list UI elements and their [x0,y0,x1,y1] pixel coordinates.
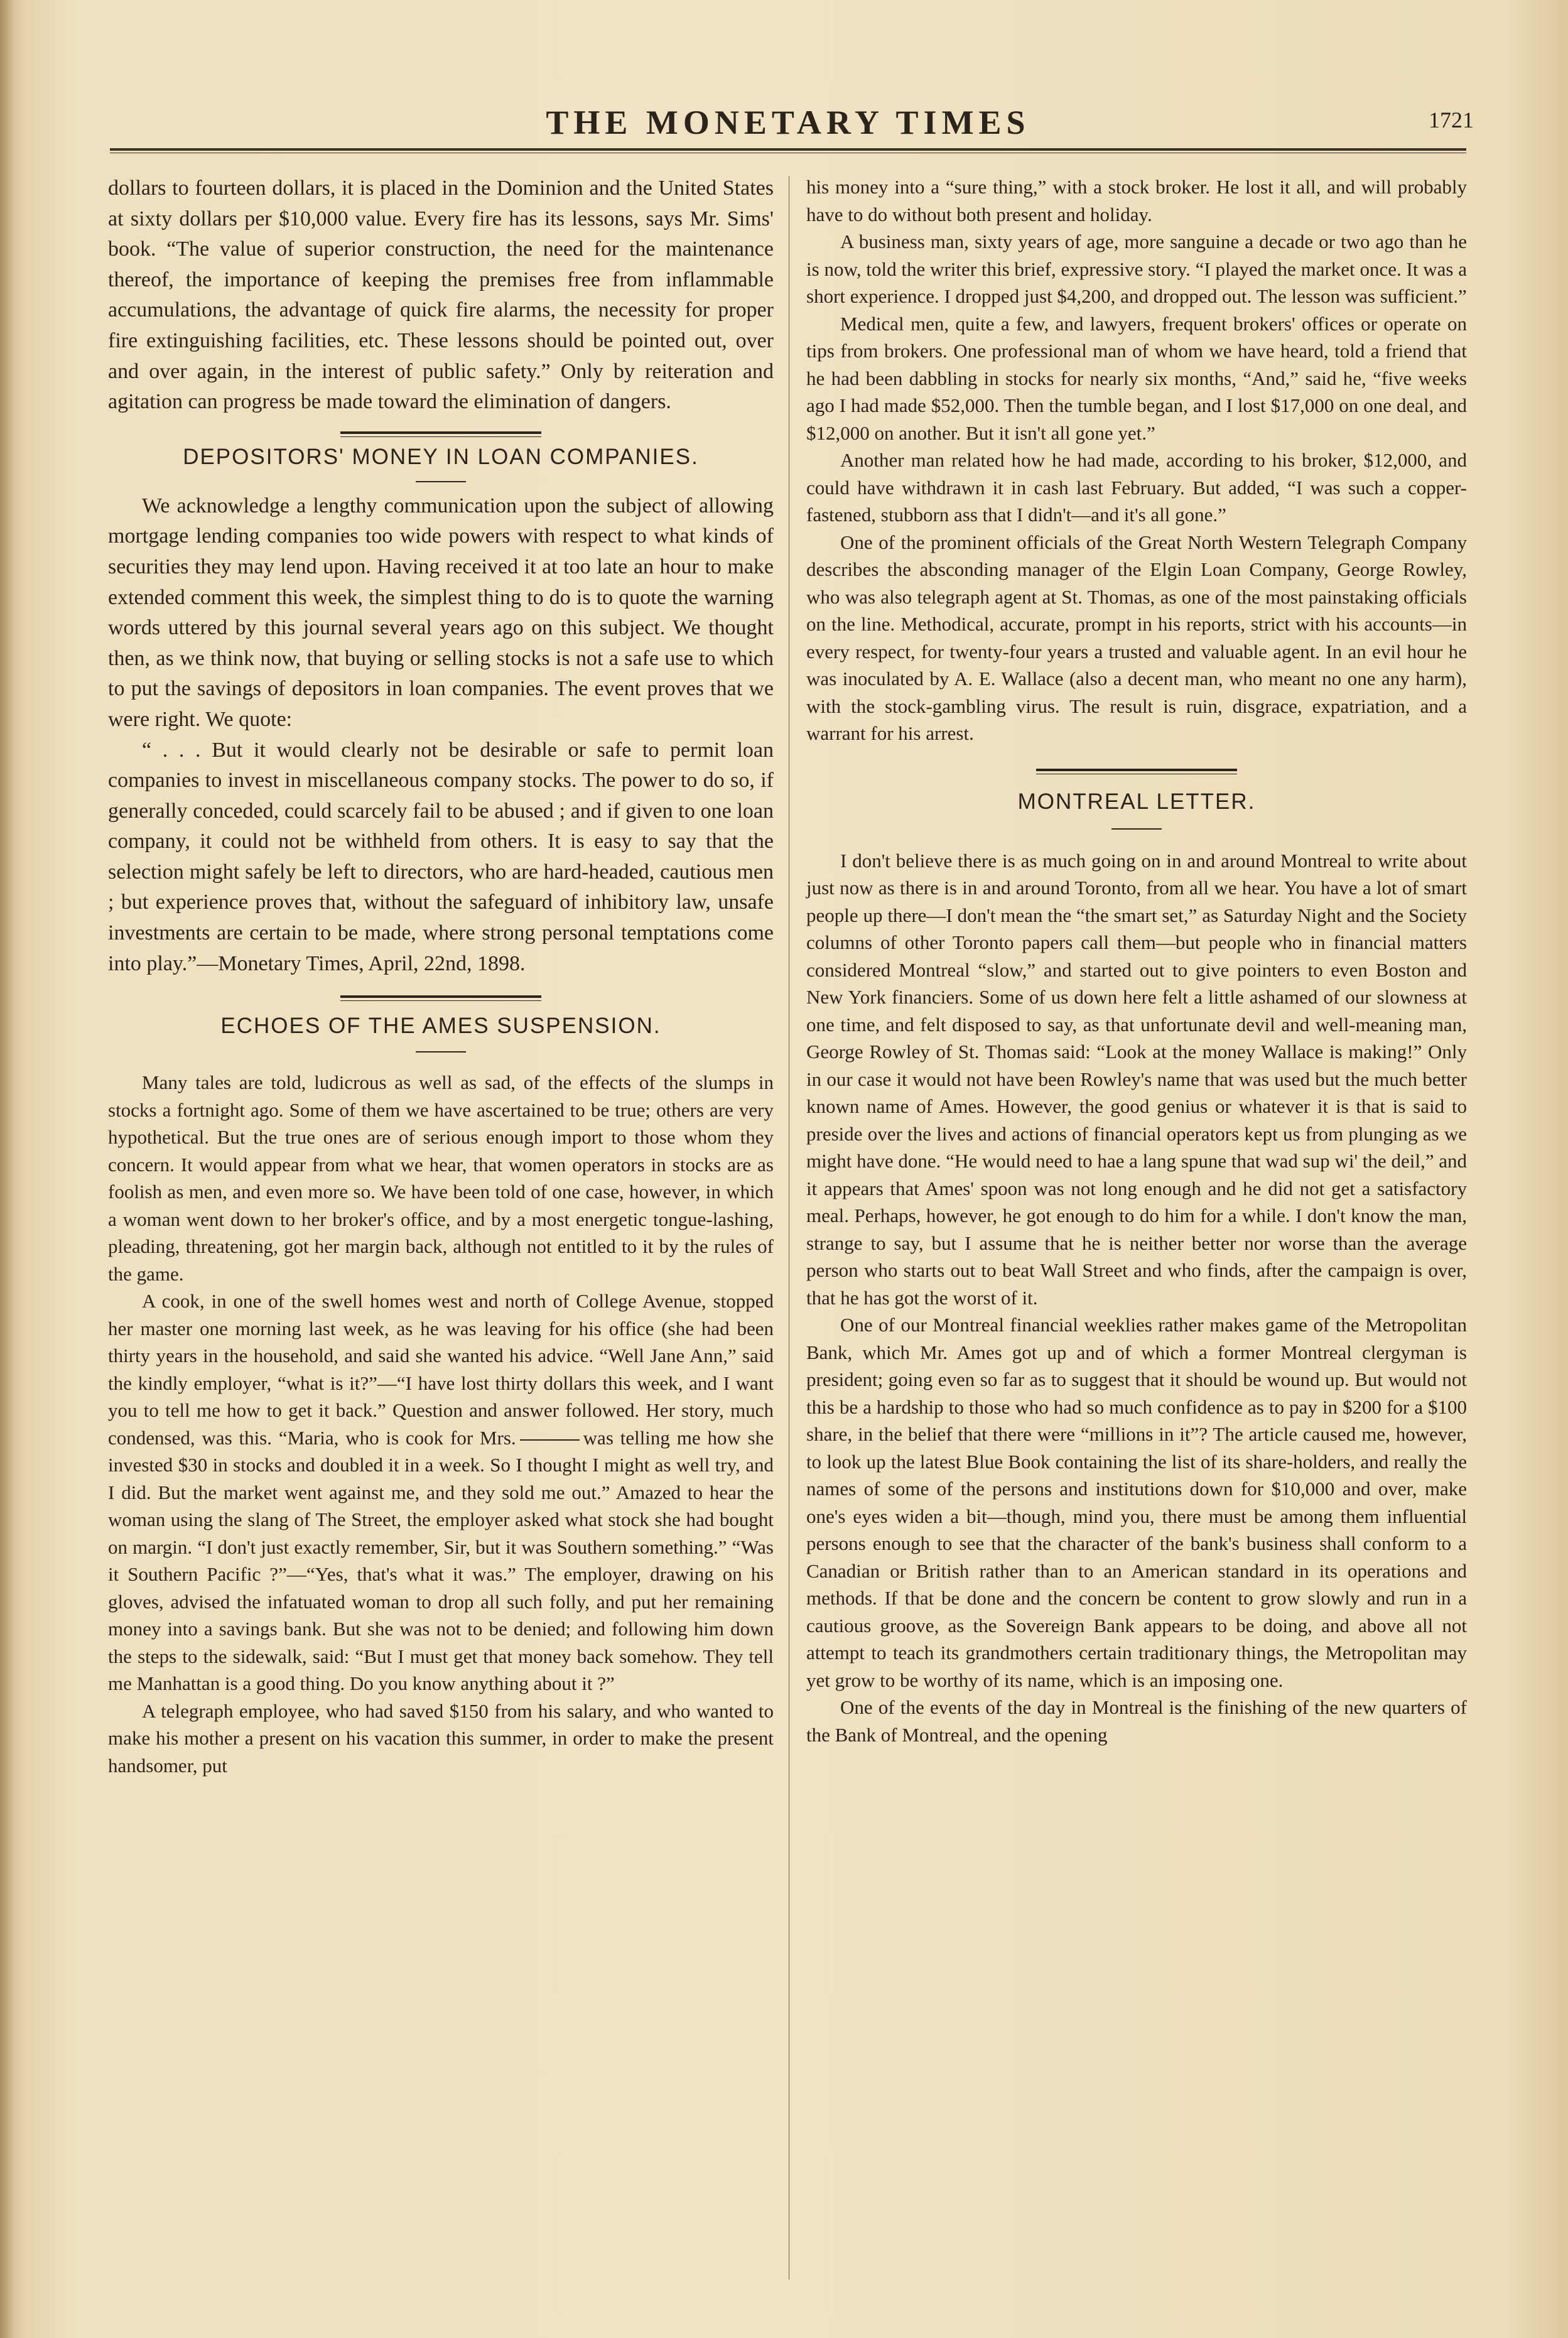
right-column [806,173,1467,1748]
depositors-paragraph: We acknowledge a lengthy communication upon the subject of allowing mortgage lending companies too wide powers with respect to what kinds of securities they may lend upon. Having received it at too late an hour to make extended comment this week, the simplest thing to do is to quote the warning words uttered by this journal several years ago on this subject. We thought then, as we think now, that buying or selling stocks is not a safe use to which to put the savings of depositors in loan companies. The event proves that we were right. We quote: [108,494,774,731]
echoes-continued-paragraph: his money into a “sure thing,” with a stock broker. He lost it all, and will probably have to do without both present and holiday. [806,176,1467,225]
echoes-paragraph: One of the prominent officials of the Great North Western Telegraph Company describes the absconding manager of the Elgin Loan Company, George Rowley, who was also telegraph agent at St. Thomas, as one of the most painstaking officials on the line. Methodical, accurate, prompt in his reports, strict with his accounts—in every respect, for twenty-four years a trusted and valuable agent. In an evil hour he was inoculated by A. E. Wallace (also a decent man, who meant no one any harm), with the stock-gambling virus. The result is ruin, disgrace, expatriation, and a warrant for his arrest. [806,531,1467,744]
montreal-paragraph: I don't believe there is as much going on in and around Montreal to write about just now as there is in and around Toronto, from all we hear. You have a lot of smart people up there—I don't mean the “the smart set,” as Saturday Night and the Society columns of other Toronto papers call them—but people who in financial matters considered Montreal “slow,” and started out to give pointers to even Boston and New York financiers. Some of us down here felt a little ashamed of our slowness at one time, and felt disposed to say, as that unfortunate devil and well-meaning man, George Rowley of St. Thomas said: “Look at the money Wallace is making!” Only in our case it would not have been Rowley's name that was used but the much better known name of Ames. However, the good genius or whatever it is that is said to preside over the lives and actions of financial operators kept us from plunging as we might have done. “He would need to hae a lang spune that wad sup wi' the deil,” and it appears that Ames' spoon was not long enough and he did not get a satisfactory meal. Perhaps, however, he got enough to do him for a while. I don't know the man, strange to say, but I assume that he is neither better nor worse than the average person who starts out to beat Wall Street and who finds, after the campaign is over, that he has got the worst of it. [806,849,1467,1309]
cook-story-text-cont: was telling me how she invested $30 in stocks and doubled it in a week. So I thought I might as well try, and I did. But the market went against me, and they sold me out.” Amazed to hear the woman using the slang of The Street, the employer asked what stock she had bought on margin. “I don't just exactly remember, Sir, but it was Southern something.” “Was it Southern Pacific ?”—“Yes, that's what it was.” The employer, drawing on his gloves, advised the infatuated woman to drop all such folly, and put her remaining money into a savings bank. But she was not to be denied; and following him down the steps to the sidewalk, said: “But I must get that money back somehow. They tell me Manhattan is a good thing. Do you know anything about it ?” [108,1426,774,1695]
page-spine-edge [0,0,14,2338]
echoes-paragraph: A telegraph employee, who had saved $150 from his salary, and who wanted to make his mother a present on his vacation this summer, in order to make the present handsomer, put [108,1699,774,1777]
echoes-paragraph: A business man, sixty years of age, more sanguine a decade or two ago than he is now, told the writer this brief, expressive story. “I played the market once. It was a short experience. I dropped just $4,200, and dropped out. The lesson was sufficient.” [806,230,1467,307]
masthead-title: THE MONETARY TIMES [546,104,1030,141]
montreal-paragraph: One of our Montreal financial weeklies rather makes game of the Metropolitan Bank, which Mr. Ames got up and of which a former Montreal clergyman is president; going even so far as to suggest that it should be wound up. But would not this be a hardship to those who had so much confidence as to pay in $200 for a $100 share, in the belief that there were “millions in it”? The article caused me, however, to look up the latest Blue Book containing the list of its share-holders, and really the names of some of the persons and institutions down for $10,000 and over, make one's eyes widen a bit—though, mind you, there must be among them influential persons enough to see that the character of the bank's business shall conform to a Canadian or British rather than to an American standard in its operations and methods. If that be done and the concern be content to grow slowly and run in a cautious groove, as the Sovereign Bank appears to be doing, and above all not attempt to teach its grandmothers certain traditionary things, the Metropolitan may yet grow to be worthy of its name, which is an imposing one. [806,1314,1467,1691]
name-blank-line [520,1439,580,1441]
echoes-paragraph: Another man related how he had made, according to his broker, $12,000, and could have withdrawn it in cash last February. But added, “I was such a copper-fastened, stubborn ass that I didn't—and it's all gone.” [806,449,1467,526]
page-number: 1721 [1429,107,1474,133]
left-column [108,173,774,1779]
fire-lessons-paragraph: dollars to fourteen dollars, it is placed in the Dominion and the United States at sixty dollars per $10,000 value. Every fire has its lessons, says Mr. Sims' book. “The value of superior construction, the need for the maintenance thereof, the importance of keeping the premises free from inflammable accumulations, the advantage of quick fire alarms, the necessity for proper fire extinguishing facilities, etc. These lessons should be pointed out, over and over again, in the interest of public safety.” Only by reiteration and agitation can progress be made toward the elimination of dangers. [108,176,774,414]
section-divider [340,995,541,1001]
depositors-heading: DEPOSITORS' MONEY IN LOAN COMPANIES. [183,444,699,469]
depositors-quote: “ . . . But it would clearly not be desirable or safe to permit loan companies to invest in miscellaneous company stocks. The power to do so, if generally conceded, could scarcely fail to be abused ; and if given to one loan company, it could not be withheld from others. It is easy to say that the selection might safely be left to directors, who are hard-headed, cautious men ; but experience proves that, without the safeguard of inhibitory law, unsafe investments are certain to be made, where strong personal temptations come into play.”—Monetary Times, April, 22nd, 1898. [108,738,774,975]
cook-story-text: A cook, in one of the swell homes west and north of College Avenue, stopped her master one morning last week, as he was leaving for his office (she had been thirty years in the household, and said she wanted his advice. “Well Jane Ann,” said the kindly employer, “what is it?”—“I have lost thirty dollars this week, and I want you to tell me how to get it back.” Question and answer followed. Her story, much condensed, was this. “Maria, who is cook for Mrs. [108,1290,774,1449]
section-divider [1036,769,1237,774]
echoes-paragraph: Medical men, quite a few, and lawyers, frequent brokers' offices or operate on tips from brokers. One professional man of whom we have heard, told a friend that he had been dabbling in stocks for nearly six months, “And,” said he, “five weeks ago I had made $52,000. Then the tumble began, and I lost $17,000 on one deal, and $12,000 on another. But it isn't all gone yet.” [806,312,1467,444]
header-rule [110,148,1466,153]
echoes-paragraph [108,1287,774,1697]
echoes-paragraph: Many tales are told, ludicrous as well as sad, of the effects of the slumps in stocks a fortnight ago. Some of them we have ascertained to be true; others are very hypothetical. But the true ones are of serious enough import to those whom they concern. It would appear from what we hear, that women operators in stocks are as foolish as men, and even more so. We have been told of one case, however, in which a woman went down to her broker's office, and by a most energetic tongue-lashing, pleading, threatening, got her margin back, although not entitled to it by the rules of the game. [108,1071,774,1285]
montreal-paragraph: One of the events of the day in Montreal is the finishing of the new quarters of the Bank of Montreal, and the opening [806,1696,1467,1746]
montreal-heading: MONTREAL LETTER. [1017,789,1256,814]
section-divider [340,431,541,437]
echoes-heading: ECHOES OF THE AMES SUSPENSION. [220,1014,661,1039]
